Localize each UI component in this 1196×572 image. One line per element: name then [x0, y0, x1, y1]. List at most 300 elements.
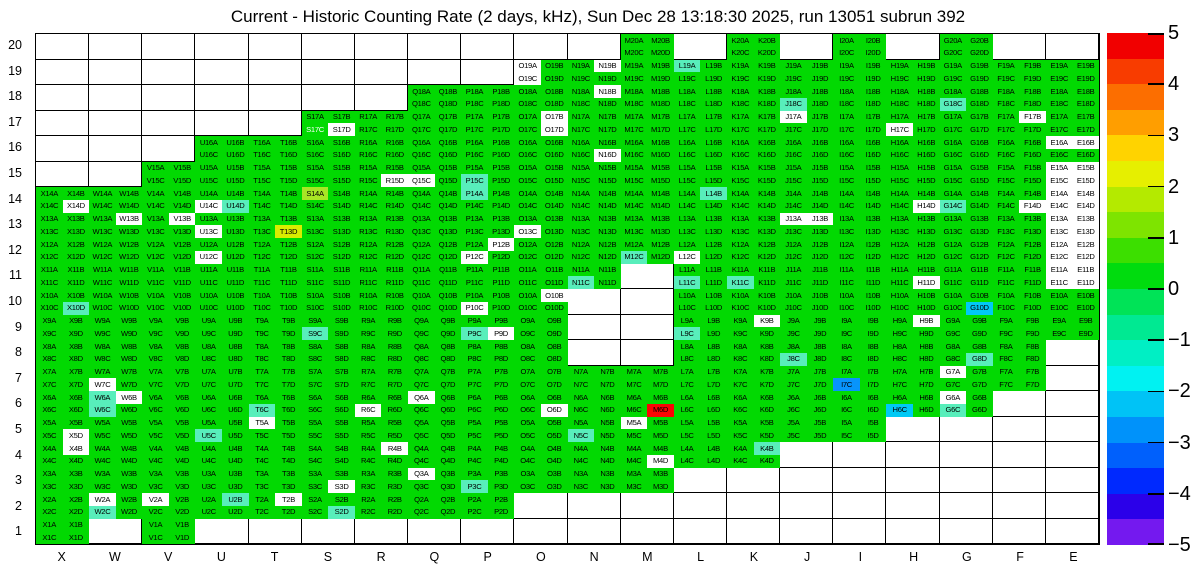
cell-O5C: O5C: [514, 429, 541, 442]
supercell-V2: [142, 493, 195, 519]
cell-G9A: G9A: [940, 315, 967, 328]
cell-O16A: O16A: [514, 136, 541, 149]
cell-S3A: S3A: [302, 468, 329, 481]
y-tick-7: 7: [15, 370, 22, 385]
cell-O12B: O12B: [541, 238, 568, 251]
cell-O14B: O14B: [541, 187, 568, 200]
empty-cell-P20: [461, 34, 514, 60]
cell-S15C: S15C: [302, 174, 329, 187]
cell-N14D: N14D: [594, 200, 621, 213]
cell-I11B: I11B: [860, 264, 887, 277]
x-tick-V: V: [163, 550, 173, 564]
cell-L10A: L10A: [674, 289, 701, 302]
cell-M4A: M4A: [621, 442, 648, 455]
supercell-P10: [461, 289, 514, 315]
supercell-Q9: [408, 315, 461, 341]
supercell-E13: [1046, 213, 1099, 239]
cell-U10C: U10C: [195, 302, 222, 315]
cell-I7B: I7B: [860, 366, 887, 379]
supercell-P11: [461, 264, 514, 290]
empty-cell-U20: [195, 34, 248, 60]
cell-M19A: M19A: [621, 60, 648, 73]
supercell-W13: [89, 213, 142, 239]
supercell-V5: [142, 417, 195, 443]
cell-U16B: U16B: [222, 136, 249, 149]
cell-U16C: U16C: [195, 149, 222, 162]
supercell-R7: [355, 366, 408, 392]
cell-P11B: P11B: [488, 264, 515, 277]
colorbar-band-3: [1107, 110, 1164, 136]
cell-W6B: W6B: [116, 391, 143, 404]
supercell-W14: [89, 187, 142, 213]
empty-cell-K3: [727, 468, 780, 494]
cell-K12C: K12C: [727, 251, 754, 264]
cell-T13B: T13B: [275, 213, 302, 226]
cell-I19A: I19A: [833, 60, 860, 73]
cell-V2A: V2A: [142, 493, 169, 506]
cell-M16D: M16D: [647, 149, 674, 162]
supercell-O9: [514, 315, 567, 341]
supercell-E11: [1046, 264, 1099, 290]
cell-L5D: L5D: [700, 429, 727, 442]
cell-J18D: J18D: [807, 98, 834, 111]
supercell-Q17: [408, 111, 461, 137]
empty-cell-F3: [993, 468, 1046, 494]
supercell-N19: [568, 60, 621, 86]
cell-G16B: G16B: [966, 136, 993, 149]
supercell-L16: [674, 136, 727, 162]
cell-F18B: F18B: [1019, 85, 1046, 98]
cell-G11C: G11C: [940, 276, 967, 289]
cell-W8C: W8C: [89, 353, 116, 366]
cell-K8B: K8B: [754, 340, 781, 353]
cell-S4D: S4D: [328, 455, 355, 468]
cell-E9B: E9B: [1072, 315, 1099, 328]
cell-M19D: M19D: [647, 72, 674, 85]
cell-S13D: S13D: [328, 225, 355, 238]
cell-W10A: W10A: [89, 289, 116, 302]
cell-W3B: W3B: [116, 468, 143, 481]
cell-X5A: X5A: [36, 417, 63, 430]
supercell-F15: [993, 162, 1046, 188]
cell-U4C: U4C: [195, 455, 222, 468]
supercell-X5: [36, 417, 89, 443]
colorbar-tick-label-−1: −1: [1168, 329, 1191, 352]
cell-V4B: V4B: [169, 442, 196, 455]
cell-E12C: E12C: [1046, 251, 1073, 264]
cell-S3B: S3B: [328, 468, 355, 481]
cell-U2C: U2C: [195, 506, 222, 519]
supercell-N14: [568, 187, 621, 213]
supercell-S11: [302, 264, 355, 290]
colorbar-band-13: [1107, 366, 1164, 392]
supercell-K9: [727, 315, 780, 341]
cell-F7B: F7B: [1019, 366, 1046, 379]
cell-P9C: P9C: [461, 327, 488, 340]
cell-Q7B: Q7B: [435, 366, 462, 379]
cell-L14A: L14A: [674, 187, 701, 200]
supercell-R10: [355, 289, 408, 315]
cell-G7B: G7B: [966, 366, 993, 379]
cell-O10A: O10A: [514, 289, 541, 302]
colorbar-tick-mark-−4: [1148, 493, 1164, 495]
cell-N15C: N15C: [568, 174, 595, 187]
cell-K17D: K17D: [754, 123, 781, 136]
cell-O8A: O8A: [514, 340, 541, 353]
cell-H19D: H19D: [913, 72, 940, 85]
cell-J16B: J16B: [807, 136, 834, 149]
supercell-I7: [833, 366, 886, 392]
colorbar-tick-labels: [1168, 22, 1196, 556]
cell-R10D: R10D: [381, 302, 408, 315]
cell-E14D: E14D: [1072, 200, 1099, 213]
cell-X10B: X10B: [63, 289, 90, 302]
cell-L11D: L11D: [700, 276, 727, 289]
cell-G6C: G6C: [940, 404, 967, 417]
empty-cell-K2: [727, 493, 780, 519]
cell-W8D: W8D: [116, 353, 143, 366]
cell-S11C: S11C: [302, 276, 329, 289]
cell-R5B: R5B: [381, 417, 408, 430]
cell-J9C: J9C: [780, 327, 807, 340]
cell-S4C: S4C: [302, 455, 329, 468]
cell-W11B: W11B: [116, 264, 143, 277]
cell-U7B: U7B: [222, 366, 249, 379]
cell-K11B: K11B: [754, 264, 781, 277]
cell-I12B: I12B: [860, 238, 887, 251]
cell-F16A: F16A: [993, 136, 1020, 149]
cell-O17A: O17A: [514, 111, 541, 124]
cell-W14C: W14C: [89, 200, 116, 213]
cell-U12C: U12C: [195, 251, 222, 264]
cell-H14C: H14C: [886, 200, 913, 213]
cell-I10A: I10A: [833, 289, 860, 302]
supercell-J8: [780, 340, 833, 366]
supercell-I19: [833, 60, 886, 86]
supercell-N4: [568, 442, 621, 468]
cell-H16C: H16C: [886, 149, 913, 162]
cell-O14D: O14D: [541, 200, 568, 213]
cell-R15C: R15C: [355, 174, 382, 187]
cell-V7A: V7A: [142, 366, 169, 379]
cell-Q5C: Q5C: [408, 429, 435, 442]
cell-H6C: H6C: [886, 404, 913, 417]
cell-K16D: K16D: [754, 149, 781, 162]
cell-V4D: V4D: [169, 455, 196, 468]
supercell-H12: [886, 238, 939, 264]
cell-T5B: T5B: [275, 417, 302, 430]
cell-U8C: U8C: [195, 353, 222, 366]
cell-Q13C: Q13C: [408, 225, 435, 238]
cell-J6B: J6B: [807, 391, 834, 404]
cell-N17B: N17B: [594, 111, 621, 124]
supercell-P9: [461, 315, 514, 341]
x-tick-S: S: [323, 550, 333, 564]
supercell-Q16: [408, 136, 461, 162]
cell-H19A: H19A: [886, 60, 913, 73]
y-tick-2: 2: [15, 498, 22, 513]
cell-U13D: U13D: [222, 225, 249, 238]
cell-P8B: P8B: [488, 340, 515, 353]
cell-V13D: V13D: [169, 225, 196, 238]
y-tick-5: 5: [15, 422, 22, 436]
cell-E18B: E18B: [1072, 85, 1099, 98]
cell-E18D: E18D: [1072, 98, 1099, 111]
cell-M5C: M5C: [621, 429, 648, 442]
cell-Q13A: Q13A: [408, 213, 435, 226]
cell-Q10B: Q10B: [435, 289, 462, 302]
y-tick-14: 14: [8, 191, 22, 206]
supercell-H9: [886, 315, 939, 341]
supercell-F11: [993, 264, 1046, 290]
cell-V15B: V15B: [169, 162, 196, 175]
cell-X8B: X8B: [63, 340, 90, 353]
cell-P15D: P15D: [488, 174, 515, 187]
cell-M17C: M17C: [621, 123, 648, 136]
cell-S3D: S3D: [328, 480, 355, 493]
cell-H9B: H9B: [913, 315, 940, 328]
colorbar-tick-label-−3: −3: [1168, 431, 1191, 454]
cell-F15C: F15C: [993, 174, 1020, 187]
cell-H15D: H15D: [913, 174, 940, 187]
supercell-K12: [727, 238, 780, 264]
cell-T6D: T6D: [275, 404, 302, 417]
supercell-E10: [1046, 289, 1099, 315]
cell-R14A: R14A: [355, 187, 382, 200]
cell-R4C: R4C: [355, 455, 382, 468]
cell-T11A: T11A: [249, 264, 276, 277]
cell-V10A: V10A: [142, 289, 169, 302]
cell-E16D: E16D: [1072, 149, 1099, 162]
cell-L6C: L6C: [674, 404, 701, 417]
supercell-N11: [568, 264, 621, 290]
cell-I17A: I17A: [833, 111, 860, 124]
cell-U11B: U11B: [222, 264, 249, 277]
cell-E13A: E13A: [1046, 213, 1073, 226]
cell-W14A: W14A: [89, 187, 116, 200]
cell-Q12C: Q12C: [408, 251, 435, 264]
cell-S11A: S11A: [302, 264, 329, 277]
cell-T16B: T16B: [275, 136, 302, 149]
supercell-K4: [727, 442, 780, 468]
cell-O3A: O3A: [514, 468, 541, 481]
supercell-P13: [461, 213, 514, 239]
colorbar-band-5: [1107, 161, 1164, 187]
cell-Q5B: Q5B: [435, 417, 462, 430]
cell-W4B: W4B: [116, 442, 143, 455]
cell-O18D: O18D: [541, 98, 568, 111]
supercell-E12: [1046, 238, 1099, 264]
chart-title: Current - Historic Counting Rate (2 days, kHz), Sun Dec 28 13:18:30 2025, run 13051 subrun 392: [230, 7, 966, 26]
cell-I11D: I11D: [860, 276, 887, 289]
supercell-R12: [355, 238, 408, 264]
supercell-V7: [142, 366, 195, 392]
cell-F19B: F19B: [1019, 60, 1046, 73]
cell-T10B: T10B: [275, 289, 302, 302]
cell-O11B: O11B: [541, 264, 568, 277]
cell-K9C: K9C: [727, 327, 754, 340]
cell-T2C: T2C: [249, 506, 276, 519]
empty-cell-S19: [302, 60, 355, 86]
supercell-Q4: [408, 442, 461, 468]
supercell-Q14: [408, 187, 461, 213]
empty-cell-W17: [89, 111, 142, 137]
cell-R14B: R14B: [381, 187, 408, 200]
supercell-L14: [674, 187, 727, 213]
cell-U16A: U16A: [195, 136, 222, 149]
supercell-I13: [833, 213, 886, 239]
cell-J19A: J19A: [780, 60, 807, 73]
cell-O5B: O5B: [541, 417, 568, 430]
cell-G13C: G13C: [940, 225, 967, 238]
supercell-L19: [674, 60, 727, 86]
cell-P16B: P16B: [488, 136, 515, 149]
supercell-S17: [302, 111, 355, 137]
cell-O12A: O12A: [514, 238, 541, 251]
cell-E18C: E18C: [1046, 98, 1073, 111]
x-tick-J: J: [804, 550, 811, 564]
cell-W14D: W14D: [116, 200, 143, 213]
cell-E9D: E9D: [1072, 327, 1099, 340]
cell-J17D: J17D: [807, 123, 834, 136]
cell-M19B: M19B: [647, 60, 674, 73]
x-tick-K: K: [749, 550, 759, 564]
cell-E9C: E9C: [1046, 327, 1073, 340]
cell-Q4B: Q4B: [435, 442, 462, 455]
cell-R5C: R5C: [355, 429, 382, 442]
cell-O19D: O19D: [541, 72, 568, 85]
cell-P6A: P6A: [461, 391, 488, 404]
cell-I10D: I10D: [860, 302, 887, 315]
cell-E18A: E18A: [1046, 85, 1073, 98]
cell-K19C: K19C: [727, 72, 754, 85]
cell-K13B: K13B: [754, 213, 781, 226]
empty-cell-H1: [886, 519, 939, 545]
cell-X2C: X2C: [36, 506, 63, 519]
cell-L19D: L19D: [700, 72, 727, 85]
cell-T15C: T15C: [249, 174, 276, 187]
cell-I7A: I7A: [833, 366, 860, 379]
cell-H19B: H19B: [913, 60, 940, 73]
cell-T7D: T7D: [275, 378, 302, 391]
cell-J14D: J14D: [807, 200, 834, 213]
cell-P2C: P2C: [461, 506, 488, 519]
cell-L14C: L14C: [674, 200, 701, 213]
cell-K9D: K9D: [754, 327, 781, 340]
x-tick-Q: Q: [429, 550, 440, 564]
cell-H13C: H13C: [886, 225, 913, 238]
supercell-S14: [302, 187, 355, 213]
cell-X14B: X14B: [63, 187, 90, 200]
cell-O13A: O13A: [514, 213, 541, 226]
cell-M14B: M14B: [647, 187, 674, 200]
cell-G6B: G6B: [966, 391, 993, 404]
empty-cell-X15: [36, 162, 89, 188]
cell-H13D: H13D: [913, 225, 940, 238]
cell-M7D: M7D: [647, 378, 674, 391]
cell-H6A: H6A: [886, 391, 913, 404]
cell-V3D: V3D: [169, 480, 196, 493]
supercell-O16: [514, 136, 567, 162]
cell-N4B: N4B: [594, 442, 621, 455]
supercell-U16: [195, 136, 248, 162]
cell-P13A: P13A: [461, 213, 488, 226]
cell-V7C: V7C: [142, 378, 169, 391]
cell-E12B: E12B: [1072, 238, 1099, 251]
empty-cell-L20: [674, 34, 727, 60]
cell-Q17C: Q17C: [408, 123, 435, 136]
cell-I14C: I14C: [833, 200, 860, 213]
cell-X6B: X6B: [63, 391, 90, 404]
supercell-H11: [886, 264, 939, 290]
supercell-E9: [1046, 315, 1099, 341]
supercell-H19: [886, 60, 939, 86]
supercell-I11: [833, 264, 886, 290]
cell-E15A: E15A: [1046, 162, 1073, 175]
cell-H8D: H8D: [913, 353, 940, 366]
cell-K18A: K18A: [727, 85, 754, 98]
cell-V1D: V1D: [169, 531, 196, 544]
cell-Q11D: Q11D: [435, 276, 462, 289]
cell-V12A: V12A: [142, 238, 169, 251]
cell-W9B: W9B: [116, 315, 143, 328]
cell-S9C: S9C: [302, 327, 329, 340]
cell-K8C: K8C: [727, 353, 754, 366]
empty-cell-W15: [89, 162, 142, 188]
empty-cell-E20: [1046, 34, 1099, 60]
cell-I11A: I11A: [833, 264, 860, 277]
cell-I18C: I18C: [833, 98, 860, 111]
cell-W3D: W3D: [116, 480, 143, 493]
cell-E11B: E11B: [1072, 264, 1099, 277]
supercell-N18: [568, 85, 621, 111]
cell-K10D: K10D: [754, 302, 781, 315]
cell-L6A: L6A: [674, 391, 701, 404]
supercell-J18: [780, 85, 833, 111]
cell-V11C: V11C: [142, 276, 169, 289]
cell-J8D: J8D: [807, 353, 834, 366]
supercell-Q7: [408, 366, 461, 392]
supercell-U12: [195, 238, 248, 264]
cell-I20A: I20A: [833, 34, 860, 47]
empty-cell-W16: [89, 136, 142, 162]
supercell-N15: [568, 162, 621, 188]
cell-X8D: X8D: [63, 353, 90, 366]
cell-P12C: P12C: [461, 251, 488, 264]
cell-V14B: V14B: [169, 187, 196, 200]
cell-W4D: W4D: [116, 455, 143, 468]
supercell-R15: [355, 162, 408, 188]
empty-cell-H2: [886, 493, 939, 519]
cell-H13A: H13A: [886, 213, 913, 226]
cell-J13C: J13C: [780, 225, 807, 238]
cell-J11A: J11A: [780, 264, 807, 277]
cell-R8A: R8A: [355, 340, 382, 353]
supercell-P12: [461, 238, 514, 264]
cell-P3B: P3B: [488, 468, 515, 481]
cell-L8D: L8D: [700, 353, 727, 366]
supercell-I8: [833, 340, 886, 366]
cell-K10A: K10A: [727, 289, 754, 302]
supercell-M19: [621, 60, 674, 86]
cell-J11C: J11C: [780, 276, 807, 289]
colorbar: [1107, 33, 1164, 545]
cell-K15C: K15C: [727, 174, 754, 187]
cell-P6B: P6B: [488, 391, 515, 404]
cell-J17C: J17C: [780, 123, 807, 136]
cell-J6A: J6A: [780, 391, 807, 404]
cell-S7D: S7D: [328, 378, 355, 391]
